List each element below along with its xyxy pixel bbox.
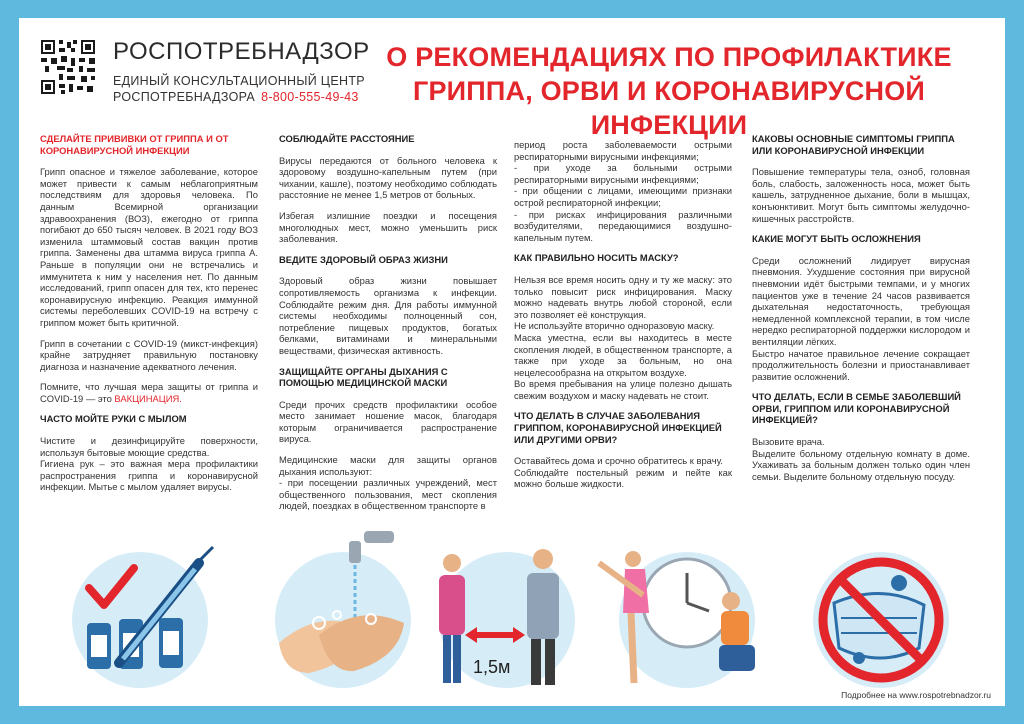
qr-code-icon <box>41 40 95 94</box>
paragraph: - при общении с лицами, имеющими признаки острой респираторной инфекции; <box>514 185 732 208</box>
paragraph: Быстро начатое правильное лечение сокращает продолжительность болезни и приостанавливает развитие осложнений. <box>752 347 970 382</box>
section-heading-distance: СОБЛЮДАЙТЕ РАССТОЯНИЕ <box>279 133 415 144</box>
section-heading-complications: КАКИЕ МОГУТ БЫТЬ ОСЛОЖНЕНИЯ <box>752 233 921 245</box>
paragraph: Чистите и дезинфицируйте поверхности, используя бытовые моющие средства. <box>40 435 258 458</box>
center-name-2-text: РОСПОТРЕБНАДЗОРА <box>113 90 256 104</box>
column-4 <box>752 133 970 491</box>
section-heading-handwash: ЧАСТО МОЙТЕ РУКИ С МЫЛОМ <box>40 413 187 425</box>
poster-sheet <box>19 18 1005 706</box>
vaccine-syringe-icon <box>72 547 213 688</box>
social-distance-icon <box>439 549 575 688</box>
paragraph: Нельзя все время носить одну и ту же маску: это только повысит риск инфицирования. Маску можно надевать внутрь любой стороной, если это позволяет её конструкция. <box>514 273 732 320</box>
section-heading-family: ЧТО ДЕЛАТЬ, ЕСЛИ В СЕМЬЕ ЗАБОЛЕВШИЙ ОРВИ, ГРИППОМ ИЛИ КОРОНАВИРУСНОЙ ИНФЕКЦИЕЙ? <box>752 391 961 426</box>
center-name: ЕДИНЫЙ КОНСУЛЬТАЦИОННЫЙ ЦЕНТР <box>113 74 365 88</box>
title-line-1: О РЕКОМЕНДАЦИЯХ ПО ПРОФИЛАКТИКЕ <box>386 42 952 72</box>
paragraph: Избегая излишние поездки и посещения многолюдных мест, можно уменьшить риск заболевания. <box>279 209 497 245</box>
exercise-clock-icon <box>599 551 755 688</box>
paragraph: Повышение температуры тела, озноб, головная боль, слабость, заложенность носа, может быть кашель, затрудненное дыхание, боли в мышцах, конъюнктивит. Могут быть симптомы желудочно-кишечных расстройств. <box>752 166 970 224</box>
paragraph-text: Помните, что лучшая мера защиты от гриппа и COVID-19 — это <box>40 381 258 404</box>
title-line-2: ГРИППА, ОРВИ И КОРОНАВИРУСНОЙ ИНФЕКЦИИ <box>412 76 926 140</box>
paragraph: Гигиена рук – это важная мера профилактики распространения гриппа и коронавирусной инфекции. Мытье с мылом удаляет вирусы. <box>40 458 258 493</box>
paragraph: Медицинские маски для защиты органов дыхания используют: <box>279 454 497 477</box>
handwashing-icon <box>275 531 411 688</box>
footer-website[interactable]: Подробнее на www.rospotrebnadzor.ru <box>841 690 991 700</box>
section-heading-symptoms: КАКОВЫ ОСНОВНЫЕ СИМПТОМЫ ГРИППА ИЛИ КОРОНАВИРУСНОЙ ИНФЕКЦИИ <box>752 133 955 156</box>
section-heading-lifestyle: ВЕДИТЕ ЗДОРОВЫЙ ОБРАЗ ЖИЗНИ <box>279 253 448 265</box>
paragraph: Среди прочих средств профилактики особое место занимает ношение масок, благодаря которым ограничивается распространение вируса. <box>279 398 497 445</box>
page-title <box>349 40 989 142</box>
illustrations-strip <box>19 523 1005 698</box>
paragraph-vaccination-note <box>40 381 258 404</box>
hotline-phone[interactable]: 8-800-555-49-43 <box>261 90 359 104</box>
paragraph: Не используйте вторично одноразовую маску. <box>514 320 715 332</box>
no-virus-mask-icon <box>813 552 949 688</box>
section-heading-if-sick: ЧТО ДЕЛАТЬ В СЛУЧАЕ ЗАБОЛЕВАНИЯ ГРИППОМ, КОРОНАВИРУСНОЙ ИНФЕКЦИЕЙ ИЛИ ДРУГИМИ ОРВИ? <box>514 410 722 445</box>
distance-label: 1,5м <box>473 657 511 677</box>
paragraph: Оставайтесь дома и срочно обратитесь к врачу. <box>514 455 723 467</box>
paragraph: - при посещении различных учреждений, мест общественного пользования, мест скопления людей, поездках в общественном транспорте в <box>279 477 497 512</box>
paragraph: Во время пребывания на улице полезно дышать свежим воздухом и маску надевать не стоит. <box>514 378 732 401</box>
paragraph: Здоровый образ жизни повышает сопротивляемость организма к инфекции. Соблюдайте режим дня. Для работы иммунной системы необходимы полноценный сон, потребление пищевых продуктов, богатых белками, витаминами и минеральными веществами, физическая активность. <box>279 275 497 356</box>
column-1 <box>40 133 258 502</box>
paragraph: Вирусы передаются от больного человека к здоровому воздушно-капельным путем (при чихании, кашле), поэтому необходимо соблюдать расстояние не менее 1,5 метров от больных. <box>279 154 497 201</box>
paragraph: Соблюдайте постельный режим и пейте как можно больше жидкости. <box>514 466 732 490</box>
section-heading-vaccination: СДЕЛАЙТЕ ПРИВИВКИ ОТ ГРИППА И ОТ КОРОНАВИРУСНОЙ ИНФЕКЦИИ <box>40 133 229 156</box>
brand-name: РОСПОТРЕБНАДЗОР <box>113 38 370 65</box>
center-name-2 <box>113 90 359 104</box>
paragraph: - при рисках инфицирования различными возбудителями, передающимися воздушно-капельным путем. <box>514 208 732 243</box>
column-2 <box>279 133 497 521</box>
section-heading-mask: ЗАЩИЩАЙТЕ ОРГАНЫ ДЫХАНИЯ С ПОМОЩЬЮ МЕДИЦИНСКОЙ МАСКИ <box>279 365 448 389</box>
paragraph: Грипп в сочетании с COVID-19 (микст-инфекция) крайне затрудняет правильную постановку диагноза и назначение адекватного лечения. <box>40 337 258 372</box>
paragraph: - при уходе за больными острыми респираторными вирусными инфекциями; <box>514 162 732 185</box>
paragraph: Вызовите врача. <box>752 436 825 448</box>
column-3 <box>514 139 732 499</box>
paragraph: Грипп опасное и тяжелое заболевание, которое может привести к самым неблагоприятным последствиям для здоровья человека. По данным Всемирной организации здравоохранения (ВОЗ), ежегодно от гриппа погибают до 650 тысяч человек. В 2021 году ВОЗ изменила штаммовый состав вакцин против гриппа. Заменены два штамма вируса гриппа А. Раньше в популяции они не встречались и иммунитета к ним у населения нет. По данным исследований, грипп опасен для тех, кто перенес коронавирусную инфекцию. Реакция иммунной системы переболевших COVID-19 на встречу с гриппом может быть критичной. <box>40 166 258 328</box>
paragraph: Среди осложнений лидирует вирусная пневмония. Ухудшение состояния при вирусной пневмонии идёт быстрыми темпами, и у многих пациентов уже в течение 24 часов развивается дыхательная недостаточность, требующая немедленной комплексной терапии, в том числе нередко респираторной поддержки кислородом и вентиляции лёгких. <box>752 254 970 347</box>
section-heading-how-to-wear-mask: КАК ПРАВИЛЬНО НОСИТЬ МАСКУ? <box>514 252 679 264</box>
paragraph: Маска уместна, если вы находитесь в месте скопления людей, в общественном транспорте, а также при уходе за больным, но она нецелесообразна на открытом воздухе. <box>514 331 732 378</box>
paragraph: Выделите больному отдельную комнату в доме. Ухаживать за больным должен только один член семьи. Выделите больному отдельную посуду. <box>752 447 970 482</box>
paragraph: период роста заболеваемости острыми респираторными вирусными инфекциями; <box>514 139 732 162</box>
vaccination-highlight: ВАКЦИНАЦИЯ. <box>114 392 182 404</box>
